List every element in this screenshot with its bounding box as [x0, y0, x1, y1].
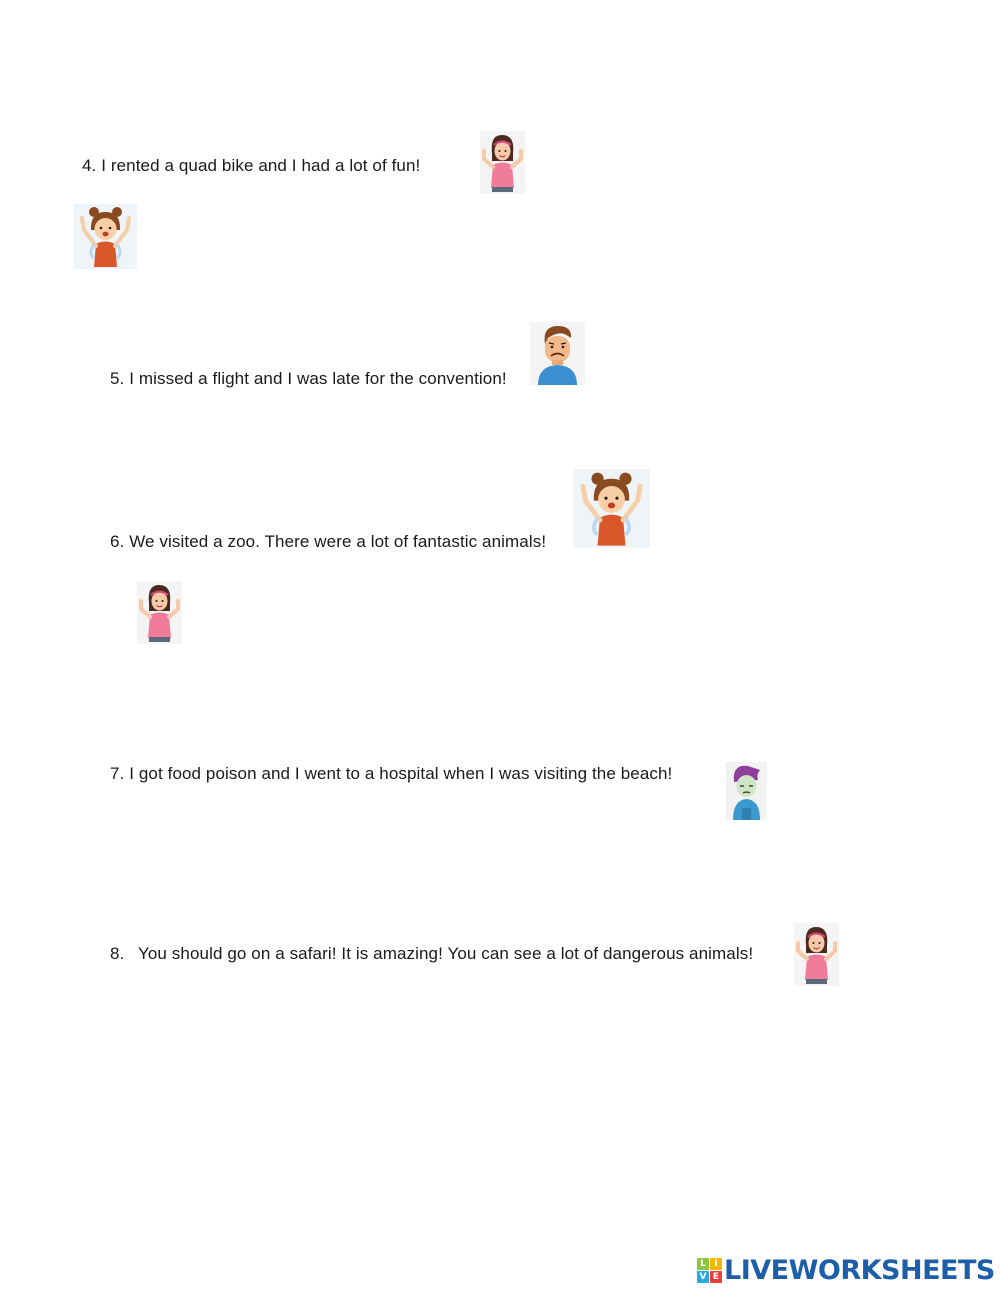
excited-girl-icon	[74, 204, 137, 269]
sentence-text: I rented a quad bike and I had a lot of fun!	[101, 156, 421, 175]
sentence-number: 8.	[110, 944, 125, 963]
logo-text: LIVEWORKSHEETS	[724, 1254, 995, 1286]
logo-cube: L	[697, 1258, 709, 1270]
sentence-text: We visited a zoo. There were a lot of fantastic animals!	[129, 532, 547, 551]
sentence-number: 7.	[110, 764, 125, 783]
sentence-text: You should go on a safari! It is amazing! You can see a lot of dangerous animals!	[138, 944, 754, 963]
sick-boy-icon	[726, 762, 767, 820]
sentence-6	[110, 532, 546, 552]
sentence-text: I missed a flight and I was late for the convention!	[129, 369, 507, 388]
liveworksheets-logo	[697, 1254, 995, 1286]
sentence-number: 5.	[110, 369, 125, 388]
sentence-text: I got food poison and I went to a hospital when I was visiting the beach!	[129, 764, 673, 783]
sentence-number: 6.	[110, 532, 125, 551]
sentence-8	[110, 944, 753, 964]
happy-girl-icon	[480, 131, 525, 194]
logo-cube: V	[697, 1271, 709, 1283]
sad-man-icon	[530, 322, 585, 385]
sentence-number: 4.	[82, 156, 97, 175]
logo-cubes	[697, 1258, 722, 1283]
excited-girl-icon	[573, 469, 650, 548]
sentence-4	[82, 156, 420, 176]
sentence-5	[110, 369, 507, 389]
sentence-7	[110, 764, 672, 784]
happy-girl-icon	[137, 581, 182, 644]
happy-girl-icon	[794, 922, 839, 987]
logo-cube: I	[710, 1258, 722, 1270]
logo-cube: E	[710, 1271, 722, 1283]
